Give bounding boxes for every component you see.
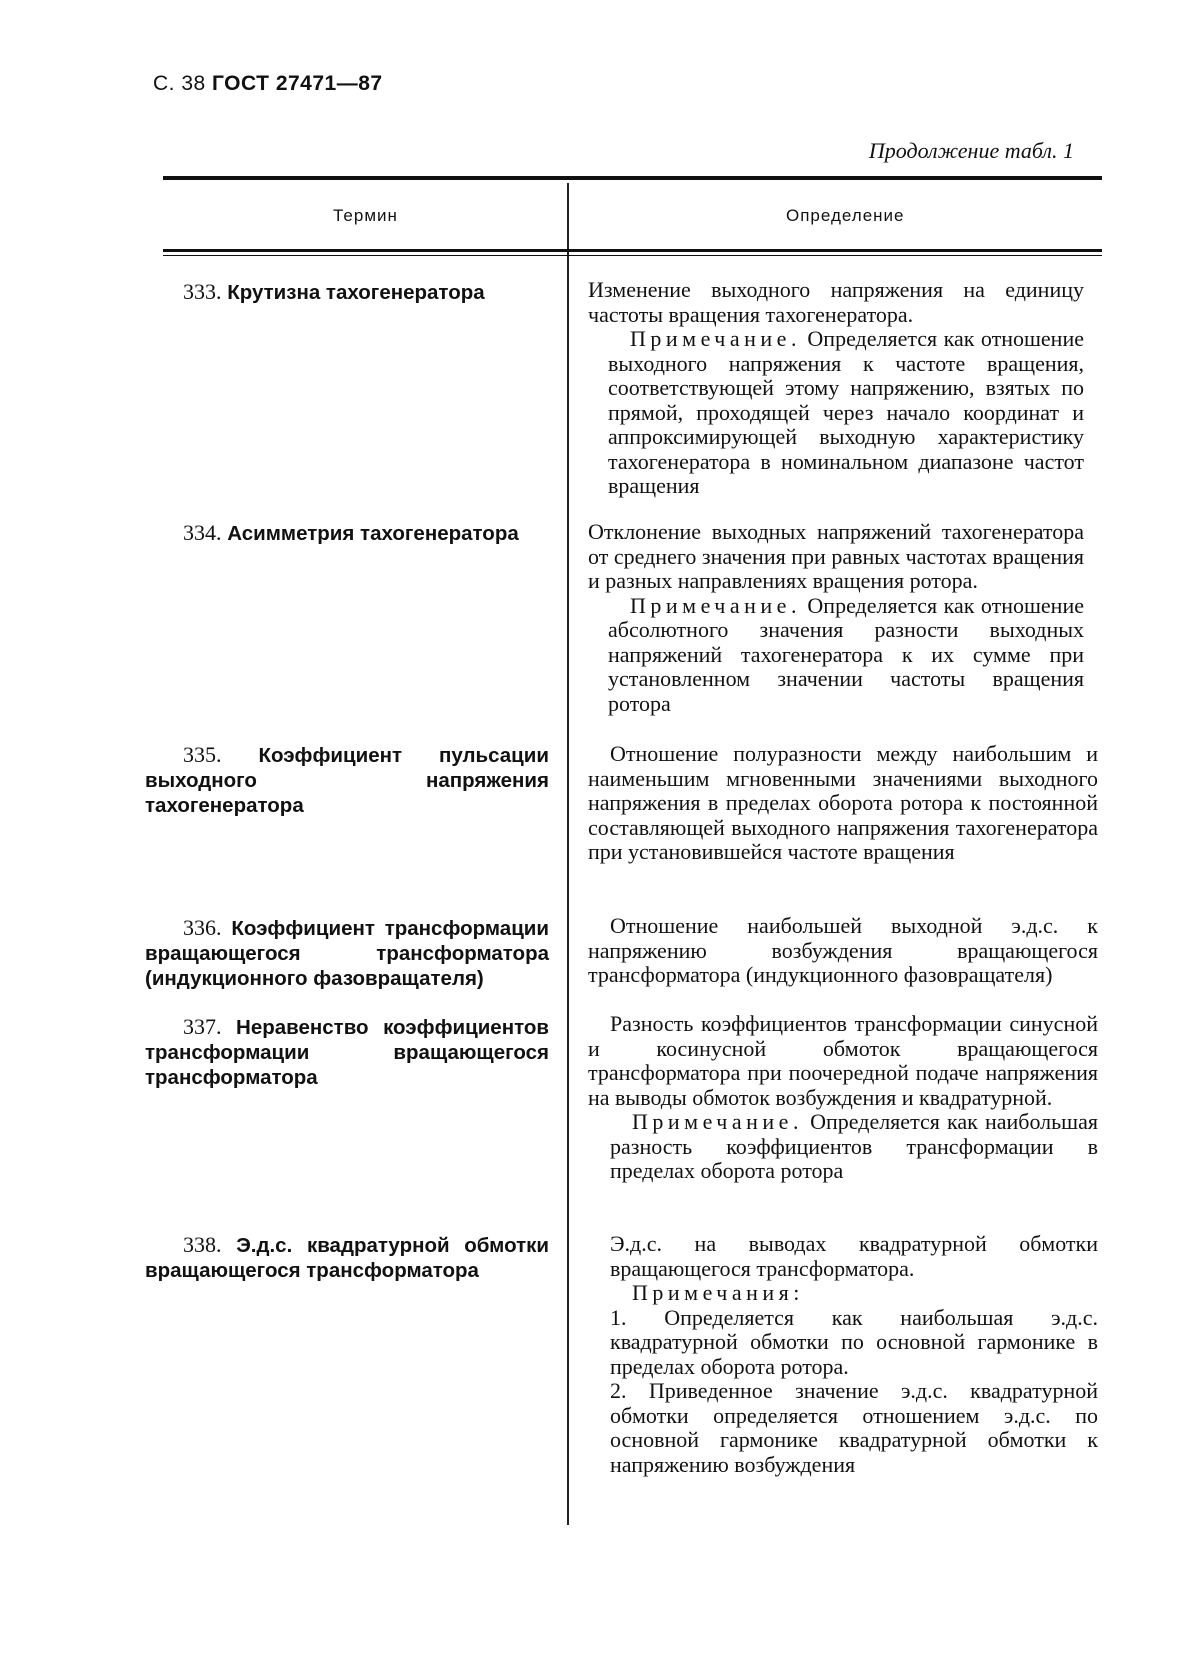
term-334 — [145, 520, 549, 546]
term-text: Коэффициент пульсации выходного напряжения тахогенератора — [145, 744, 549, 817]
note-label: Примечания: — [632, 1280, 804, 1305]
table-top-rule — [163, 176, 1102, 180]
term-number: 338. — [183, 1232, 222, 1257]
term-337 — [145, 1014, 549, 1090]
definition-text: Отношение наибольшей выходной э.д.с. к напряжению возбуждения вращающегося трансформатора (индукционного фазовращателя) — [588, 913, 1098, 987]
term-text: Э.д.с. квадратурной обмотки вращающегося трансформатора — [145, 1234, 549, 1282]
standard-number: ГОСТ 27471—87 — [212, 72, 383, 95]
note-item: 2. Приведенное значение э.д.с. квадратурной обмотки определяется отношением э.д.с. по основной гармонике квадратурной обмотки к напряжению возбуждения — [610, 1378, 1098, 1477]
table-continuation: Продолжение табл. 1 — [868, 138, 1074, 163]
page-number: С. 38 — [153, 72, 206, 95]
term-text: Коэффициент трансформации вращающегося трансформатора (индукционного фазовращателя) — [145, 917, 549, 990]
definition-334 — [588, 520, 1084, 716]
term-338 — [145, 1232, 549, 1283]
note-label: Примечание. — [630, 592, 801, 618]
note-text: Определяется как наибольшая разность коэффициентов трансформации в пределах оборота ротора — [610, 1109, 1098, 1183]
column-header-term: Термин — [333, 206, 398, 225]
term-number: 335. — [183, 742, 222, 767]
definition-337 — [588, 1012, 1098, 1184]
header-rule-thin — [163, 255, 1102, 256]
term-text: Асимметрия тахогенератора — [227, 522, 519, 545]
note-text: Определяется как отношение выходного напряжения к частоте вращения, соответствующей этому напряжению, взятых по прямой, проходящей через начало координат и аппроксимирующей выходную характеристику тахогенератора в номинальном диапазоне частот вращения — [608, 326, 1084, 498]
term-text: Крутизна тахогенератора — [227, 281, 485, 304]
definition-text: Разность коэффициентов трансформации синусной и косинусной обмоток вращающегося трансформатора при поочередной подаче напряжения на выводы обмоток возбуждения и квадратурной. — [588, 1011, 1098, 1110]
note-text: Определяется как отношение абсолютного значения разности выходных напряжений тахогенератора к их сумме при установленном значении частоты вращения ротора — [608, 592, 1084, 716]
page-header — [153, 72, 383, 96]
definition-text: Отклонение выходных напряжений тахогенератора от среднего значения при равных частотах вращения и разных направлениях вращения ротора. — [588, 519, 1084, 593]
definition-336 — [588, 914, 1098, 988]
term-text: Неравенство коэффициентов трансформации вращающегося трансформатора — [145, 1016, 549, 1089]
term-335 — [145, 742, 549, 818]
term-336 — [145, 915, 549, 991]
note-item: 1. Определяется как наибольшая э.д.с. квадратурной обмотки по основной гармонике в пределах оборота ротора. — [610, 1304, 1098, 1379]
note-label: Примечание. — [632, 1109, 803, 1134]
term-number: 337. — [183, 1014, 222, 1039]
definition-text: Э.д.с. на выводах квадратурной обмотки вращающегося трансформатора. — [610, 1231, 1098, 1281]
term-333 — [145, 279, 549, 305]
header-rule — [163, 249, 1102, 252]
column-divider — [567, 183, 569, 1525]
definition-text: Изменение выходного напряжения на единицу частоты вращения тахогенератора. — [588, 277, 1084, 327]
definition-333 — [588, 278, 1084, 499]
term-number: 336. — [183, 915, 222, 940]
note-label: Примечание. — [630, 326, 801, 351]
column-header-definition: Определение — [786, 206, 905, 225]
definition-335 — [588, 742, 1098, 865]
term-number: 334. — [183, 520, 222, 545]
term-number: 333. — [183, 279, 222, 304]
definition-text: Отношение полуразности между наибольшим и наименьшим мгновенными значениями выходного напряжения в пределах оборота ротора к постоянной составляющей выходного напряжения тахогенератора при установившейся частоте вращения — [588, 741, 1098, 864]
definition-338 — [588, 1232, 1098, 1477]
